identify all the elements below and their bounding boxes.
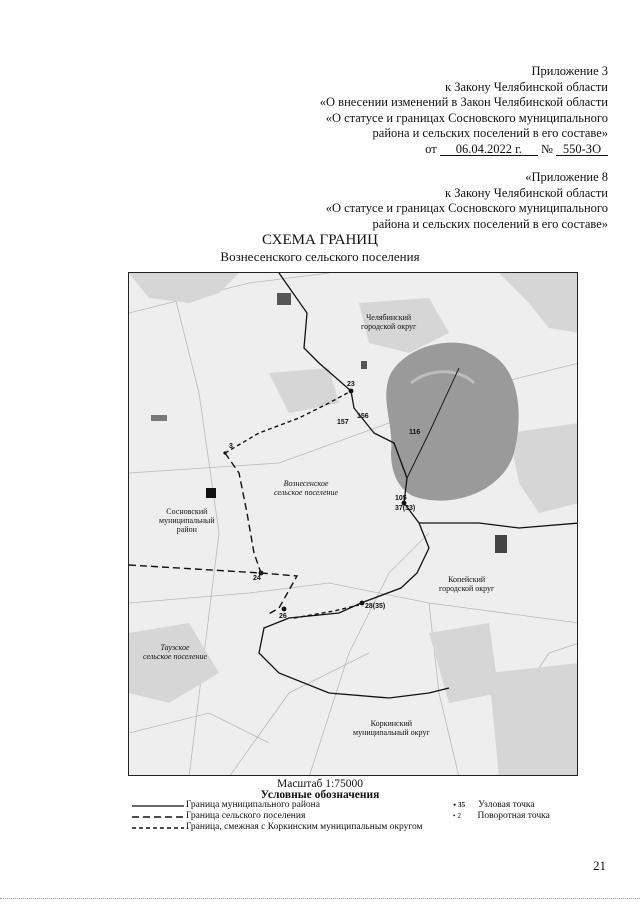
legend-municipal: Граница муниципального района (186, 800, 320, 810)
turn-symbol: 2 (457, 812, 461, 820)
legend-node-row: • 35 Узловая точка (453, 800, 535, 810)
page-number: 21 (593, 858, 606, 873)
appendix8-line4: района и сельских поселений в его составе» (372, 216, 608, 231)
label-kopeysky: Копейский городской округ (439, 575, 495, 593)
legend-rural-row (132, 811, 423, 822)
appendix8-line1: «Приложение 8 (525, 170, 608, 184)
appendix8-line3: «О статусе и границах Сосновского муниципального (325, 201, 608, 215)
appendix3-line4: «О статусе и границах Сосновского муниципального (325, 110, 608, 125)
legend-turn: Поворотная точка (477, 811, 550, 821)
date-prefix: от (425, 141, 437, 156)
point-label: 116 (409, 429, 421, 436)
appendix3-header (320, 64, 608, 157)
dashed-line-symbol (132, 813, 186, 821)
legend-node: Узловая точка (478, 800, 535, 810)
legend-korkino: Граница, смежная с Коркинским муниципальным округом (186, 822, 423, 832)
dark-block (277, 293, 291, 305)
map-scale: Масштаб 1:75000 (277, 778, 363, 790)
label-sosnovsky: Сосновский муниципальный район (159, 507, 215, 534)
point-label: 157 (337, 419, 349, 426)
appendix8-header (326, 170, 608, 232)
appendix3-line3: «О внесении изменений в Закон Челябинской области (319, 95, 608, 109)
legend-lines (132, 800, 423, 833)
label-voznesenskoe: Вознесенское сельское поселение (274, 479, 339, 497)
law-date: 06.04.2022 г. (440, 143, 538, 156)
legend-municipal-row (132, 800, 423, 811)
label-chelyabinsk: Челябинский городской округ (361, 313, 417, 331)
point-label: 156 (357, 413, 369, 420)
sosnovsky-marker (206, 488, 216, 498)
point-label: 37(33) (395, 505, 416, 512)
scheme-subtitle: Вознесенского сельского поселения (220, 249, 420, 264)
appendix3-line5: района и сельских поселений в его составе» (372, 126, 608, 140)
point-label: 26 (279, 613, 287, 620)
point-label: 23 (347, 381, 355, 388)
appendix3-line2: к Закону Челябинской области (445, 79, 608, 94)
number-prefix: № (540, 141, 553, 156)
label-tauzhskoe: Таузское сельское поселение (143, 643, 208, 661)
appendix8-line2: к Закону Челябинской области (445, 185, 608, 200)
page-divider (0, 898, 640, 899)
solid-line-symbol (132, 802, 186, 810)
appendix3-date-row (320, 142, 608, 158)
law-number: 550-ЗО (556, 143, 608, 156)
dark-block (495, 535, 507, 553)
legend-title: Условные обозначения (260, 789, 380, 801)
legend-rural: Граница сельского поселения (186, 811, 306, 821)
scheme-title: СХЕМА ГРАНИЦ (262, 232, 378, 248)
legend-turn-row: • 2 Поворотная точка (453, 811, 550, 821)
short-dash-symbol (132, 824, 186, 832)
point-label: 105 (395, 495, 407, 502)
legend-points (453, 800, 550, 822)
label-korkinsky: Коркинский муниципальный округ (353, 719, 430, 737)
boundary-map (128, 272, 578, 776)
legend-korkino-row (132, 822, 423, 833)
point-label: 3 (229, 443, 233, 450)
appendix3-line1: Приложение 3 (531, 64, 608, 78)
point-label: 24 (253, 575, 261, 582)
point-label: 28(35) (365, 603, 386, 610)
node-symbol: 35 (458, 801, 466, 809)
